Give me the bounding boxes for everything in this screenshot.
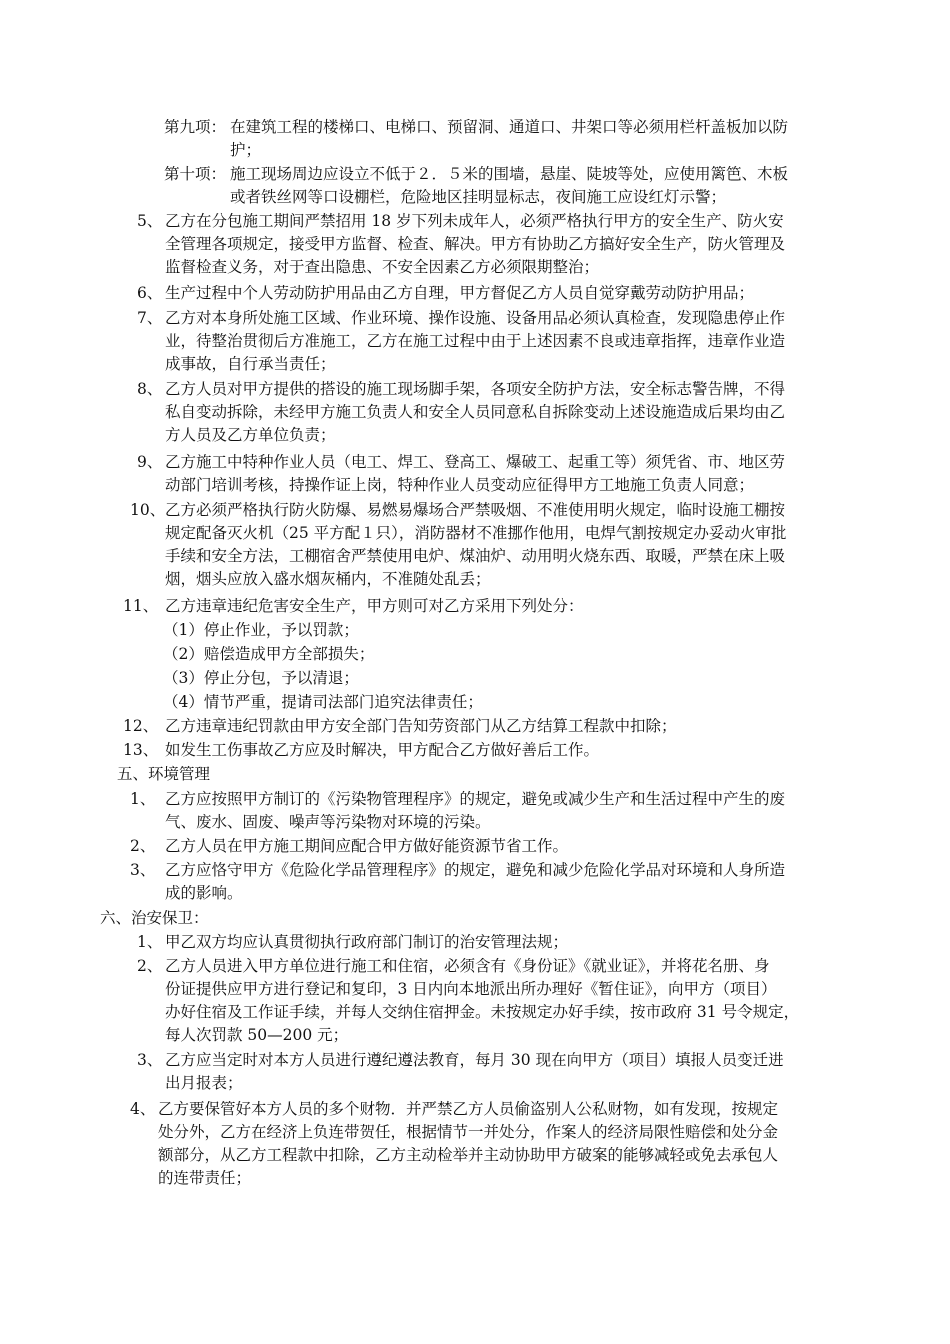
item-line: 气、废水、固废、噪声等污染物对环境的污染。 <box>165 813 491 831</box>
section-6-title <box>100 907 209 930</box>
item-line: 办好住宿及工作证手续，并每人交纳住宿押金。未按规定办好手续，按市政府 31 号令规定， <box>165 1003 800 1021</box>
item-line: 烟，烟头应放入盛水烟灰桶内，不准随处乱丢； <box>165 570 491 588</box>
item-line: 额部分，从乙方工程款中扣除，乙方主动检举并主动协助甲方破案的能够减轻或免去承包人 <box>158 1146 779 1164</box>
item-line: 乙方对本身所处施工区域、作业环境、操作设施、设备用品必须认真检查，发现隐患停止作 <box>165 309 786 327</box>
item-number: 2、 <box>137 957 163 975</box>
item-line: 乙方在分包施工期间严禁招用 18 岁下列未成年人，必须严格执行甲方的安全生产、防火安 <box>165 212 784 230</box>
item-line: 方人员及乙方单位负责； <box>165 426 336 444</box>
item-line: 乙方施工中特种作业人员（电工、焊工、登高工、爆破工、起重工等）须凭省、市、地区劳 <box>165 453 786 471</box>
item-number: 3、 <box>137 1051 163 1069</box>
section-5-title <box>117 763 210 786</box>
item-line: 乙方必须严格执行防火防爆、易燃易爆场合严禁吸烟、不准使用明火规定，临时设施工棚按 <box>165 501 786 519</box>
penalty-item: （3）停止分包，予以清退； <box>163 669 359 687</box>
item-line: 乙方要保管好本方人员的多个财物．并严禁乙方人员偷盗别人公私财物，如有发现，按规定 <box>158 1100 779 1118</box>
item-line: 乙方违章违纪危害安全生产，甲方则可对乙方采用下列处分： <box>165 597 584 615</box>
item-number: 9、 <box>137 453 163 471</box>
item-number: 13、 <box>123 741 159 759</box>
item-line: 全管理各项规定，接受甲方监督、检查、解决。甲方有协助乙方搞好安全生产，防火管理及 <box>165 235 786 253</box>
clause-number: 第九项： <box>164 118 227 136</box>
item-number: 5、 <box>137 212 163 230</box>
clause-line: 或者铁丝网等口设棚栏，危险地区挂明显标志，夜间施工应设红灯示警； <box>230 188 727 206</box>
item-number: 4、 <box>130 1100 156 1118</box>
penalty-item: （1）停止作业，予以罚款； <box>163 621 359 639</box>
item-line: 成的影响。 <box>165 884 243 902</box>
item-number: 6、 <box>137 284 163 302</box>
item-line: 乙方应恪守甲方《危险化学品管理程序》的规定，避免和减少危险化学品对环境和人身所造 <box>165 861 786 879</box>
item-number: 3、 <box>130 861 156 879</box>
item-line: 乙方应按照甲方制订的《污染物管理程序》的规定，避免或减少生产和生活过程中产生的废 <box>165 790 786 808</box>
item-line: 乙方人员进入甲方单位进行施工和住宿，必须含有《身份证》《就业证》，并将花名册、身 <box>165 957 770 975</box>
item-line: 乙方人员对甲方提供的搭设的施工现场脚手架，各项安全防护方法，安全标志警告牌，不得 <box>165 380 786 398</box>
item-number: 1、 <box>137 933 163 951</box>
item-line: 规定配备灭火机（25 平方配１只），消防器材不准挪作他用，电焊气割按规定办妥动火审批 <box>165 524 787 542</box>
item-number: 8、 <box>137 380 163 398</box>
section-title: 六、治安保卫： <box>100 909 209 927</box>
item-number: 7、 <box>137 309 163 327</box>
item-line: 甲乙双方均应认真贯彻执行政府部门制订的治安管理法规； <box>165 933 569 951</box>
item-number: 12、 <box>123 717 159 735</box>
penalty-item: （4）情节严重，提请司法部门追究法律责任； <box>163 693 483 711</box>
item-line: 乙方人员在甲方施工期间应配合甲方做好能资源节省工作。 <box>165 837 569 855</box>
item-number: 10、 <box>130 501 166 519</box>
item-line: 业，待整治贯彻后方准施工，乙方在施工过程中由于上述因素不良或违章指挥，违章作业造 <box>165 332 786 350</box>
item-line: 每人次罚款 50—200 元； <box>165 1026 349 1044</box>
item-number: 1、 <box>130 790 156 808</box>
item-line: 私自变动拆除，未经甲方施工负责人和安全人员同意私自拆除变动上述设施造成后果均由乙 <box>165 403 786 421</box>
item-line: 乙方应当定时对本方人员进行遵纪遵法教育，每月 30 现在向甲方（项目）填报人员变迁进 <box>165 1051 784 1069</box>
item-line: 份证提供应甲方进行登记和复印，3 日内向本地派出所办理好《暂住证》，向甲方（项目） <box>165 980 777 998</box>
clause-line: 施工现场周边应设立不低于２．５米的围墙，悬崖、陡坡等处，应使用篱笆、木板 <box>230 165 789 183</box>
section-title: 五、环境管理 <box>117 765 211 783</box>
clause-line: 在建筑工程的楼梯口、电梯口、预留洞、通道口、井架口等必须用栏杆盖板加以防 <box>230 118 789 136</box>
item-line: 生产过程中个人劳动防护用品由乙方自理，甲方督促乙方人员自觉穿戴劳动防护用品； <box>165 284 755 302</box>
item-line: 成事故，自行承当责任； <box>165 355 336 373</box>
item-line: 处分外，乙方在经济上负连带贺任，根据情节一并处分，作案人的经济局限性赔偿和处分金 <box>158 1123 779 1141</box>
item-line: 的连带责任； <box>158 1169 252 1187</box>
item-line: 出月报表； <box>165 1074 243 1092</box>
item-number: 2、 <box>130 837 156 855</box>
item-line: 手续和安全方法，工棚宿舍严禁使用电炉、煤油炉、动用明火烧东西、取暖，严禁在床上吸 <box>165 547 786 565</box>
item-line: 乙方违章违纪罚款由甲方安全部门告知劳资部门从乙方结算工程款中扣除； <box>165 717 677 735</box>
item-line: 动部门培训考核，持操作证上岗，特种作业人员变动应征得甲方工地施工负责人同意； <box>165 476 755 494</box>
item-line: 如发生工伤事故乙方应及时解决，甲方配合乙方做好善后工作。 <box>165 741 600 759</box>
clause-line: 护； <box>230 141 262 159</box>
item-number: 11、 <box>123 597 159 615</box>
penalty-item: （2）赔偿造成甲方全部损失； <box>163 645 375 663</box>
clause-number: 第十项： <box>164 165 227 183</box>
item-line: 监督检查义务，对于查出隐患、不安全因素乙方必须限期整治； <box>165 258 600 276</box>
